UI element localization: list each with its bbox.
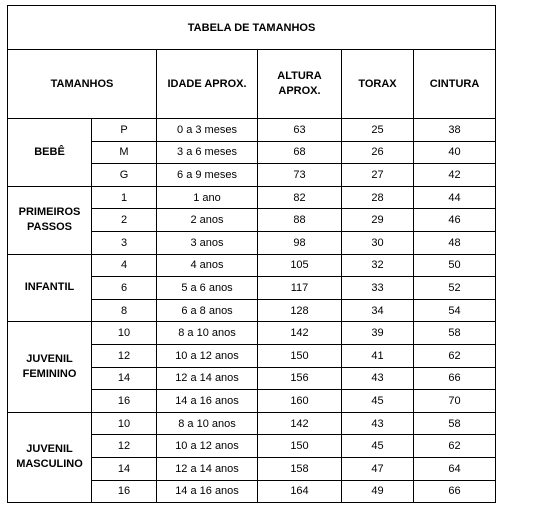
header-altura: ALTURA APROX. bbox=[258, 50, 342, 119]
chest-cell: 49 bbox=[342, 480, 414, 503]
waist-cell: 66 bbox=[414, 480, 496, 503]
table-row bbox=[8, 322, 496, 345]
size-cell: 14 bbox=[92, 457, 157, 480]
size-cell: 6 bbox=[92, 277, 157, 300]
table-row bbox=[8, 254, 496, 277]
age-cell: 5 a 6 anos bbox=[157, 277, 258, 300]
table-row bbox=[8, 186, 496, 209]
group-label-text: JUVENIL FEMININO bbox=[22, 353, 77, 381]
table-title: TABELA DE TAMANHOS bbox=[8, 6, 496, 50]
chest-cell: 45 bbox=[342, 390, 414, 413]
group-label bbox=[8, 186, 92, 254]
waist-cell: 44 bbox=[414, 186, 496, 209]
age-cell: 12 a 14 anos bbox=[157, 367, 258, 390]
group-label-text: JUVENIL MASCULINO bbox=[16, 443, 83, 471]
height-cell: 158 bbox=[258, 457, 342, 480]
age-cell: 14 a 16 anos bbox=[157, 480, 258, 503]
age-cell: 6 a 9 meses bbox=[157, 164, 258, 187]
age-cell: 6 a 8 anos bbox=[157, 299, 258, 322]
height-cell: 160 bbox=[258, 390, 342, 413]
size-cell: 16 bbox=[92, 480, 157, 503]
height-cell: 117 bbox=[258, 277, 342, 300]
waist-cell: 62 bbox=[414, 435, 496, 458]
waist-cell: 58 bbox=[414, 322, 496, 345]
age-cell: 1 ano bbox=[157, 186, 258, 209]
size-cell: 12 bbox=[92, 435, 157, 458]
header-torax: TORAX bbox=[342, 50, 414, 119]
group-label-text: PRIMEIROS PASSOS bbox=[18, 206, 81, 234]
size-cell: 8 bbox=[92, 299, 157, 322]
chest-cell: 26 bbox=[342, 141, 414, 164]
chest-cell: 45 bbox=[342, 435, 414, 458]
age-cell: 10 a 12 anos bbox=[157, 435, 258, 458]
chest-cell: 28 bbox=[342, 186, 414, 209]
chest-cell: 33 bbox=[342, 277, 414, 300]
size-cell: 10 bbox=[92, 412, 157, 435]
chest-cell: 43 bbox=[342, 412, 414, 435]
size-cell: 4 bbox=[92, 254, 157, 277]
chest-cell: 30 bbox=[342, 231, 414, 254]
size-chart-table bbox=[7, 5, 496, 503]
size-cell: 12 bbox=[92, 344, 157, 367]
height-cell: 63 bbox=[258, 119, 342, 142]
age-cell: 0 a 3 meses bbox=[157, 119, 258, 142]
age-cell: 2 anos bbox=[157, 209, 258, 232]
table-row bbox=[8, 119, 496, 142]
size-cell: 16 bbox=[92, 390, 157, 413]
age-cell: 14 a 16 anos bbox=[157, 390, 258, 413]
group-label bbox=[8, 254, 92, 322]
group-label bbox=[8, 322, 92, 412]
waist-cell: 58 bbox=[414, 412, 496, 435]
height-cell: 128 bbox=[258, 299, 342, 322]
size-cell: G bbox=[92, 164, 157, 187]
group-label-text: INFANTIL bbox=[24, 281, 75, 294]
header-cintura: CINTURA bbox=[414, 50, 496, 119]
size-cell: 2 bbox=[92, 209, 157, 232]
age-cell: 10 a 12 anos bbox=[157, 344, 258, 367]
waist-cell: 54 bbox=[414, 299, 496, 322]
chest-cell: 47 bbox=[342, 457, 414, 480]
waist-cell: 64 bbox=[414, 457, 496, 480]
waist-cell: 40 bbox=[414, 141, 496, 164]
waist-cell: 52 bbox=[414, 277, 496, 300]
chest-cell: 25 bbox=[342, 119, 414, 142]
chest-cell: 39 bbox=[342, 322, 414, 345]
height-cell: 142 bbox=[258, 322, 342, 345]
height-cell: 88 bbox=[258, 209, 342, 232]
age-cell: 4 anos bbox=[157, 254, 258, 277]
size-cell: M bbox=[92, 141, 157, 164]
age-cell: 8 a 10 anos bbox=[157, 322, 258, 345]
height-cell: 150 bbox=[258, 435, 342, 458]
size-cell: 14 bbox=[92, 367, 157, 390]
size-cell: 3 bbox=[92, 231, 157, 254]
size-cell: 10 bbox=[92, 322, 157, 345]
age-cell: 8 a 10 anos bbox=[157, 412, 258, 435]
age-cell: 3 a 6 meses bbox=[157, 141, 258, 164]
age-cell: 3 anos bbox=[157, 231, 258, 254]
age-cell: 12 a 14 anos bbox=[157, 457, 258, 480]
group-label bbox=[8, 412, 92, 502]
waist-cell: 66 bbox=[414, 367, 496, 390]
header-idade: IDADE APROX. bbox=[157, 50, 258, 119]
height-cell: 156 bbox=[258, 367, 342, 390]
chest-cell: 32 bbox=[342, 254, 414, 277]
size-cell: P bbox=[92, 119, 157, 142]
waist-cell: 46 bbox=[414, 209, 496, 232]
group-label-text: BEBÊ bbox=[34, 145, 65, 158]
chest-cell: 43 bbox=[342, 367, 414, 390]
waist-cell: 62 bbox=[414, 344, 496, 367]
group-label bbox=[8, 119, 92, 187]
chest-cell: 34 bbox=[342, 299, 414, 322]
table-row bbox=[8, 412, 496, 435]
size-cell: 1 bbox=[92, 186, 157, 209]
chest-cell: 29 bbox=[342, 209, 414, 232]
waist-cell: 42 bbox=[414, 164, 496, 187]
height-cell: 82 bbox=[258, 186, 342, 209]
chest-cell: 27 bbox=[342, 164, 414, 187]
waist-cell: 70 bbox=[414, 390, 496, 413]
header-tamanhos: TAMANHOS bbox=[8, 50, 157, 119]
height-cell: 73 bbox=[258, 164, 342, 187]
table-body bbox=[8, 119, 496, 503]
height-cell: 68 bbox=[258, 141, 342, 164]
waist-cell: 50 bbox=[414, 254, 496, 277]
height-cell: 164 bbox=[258, 480, 342, 503]
height-cell: 98 bbox=[258, 231, 342, 254]
waist-cell: 38 bbox=[414, 119, 496, 142]
height-cell: 105 bbox=[258, 254, 342, 277]
waist-cell: 48 bbox=[414, 231, 496, 254]
chest-cell: 41 bbox=[342, 344, 414, 367]
height-cell: 150 bbox=[258, 344, 342, 367]
height-cell: 142 bbox=[258, 412, 342, 435]
